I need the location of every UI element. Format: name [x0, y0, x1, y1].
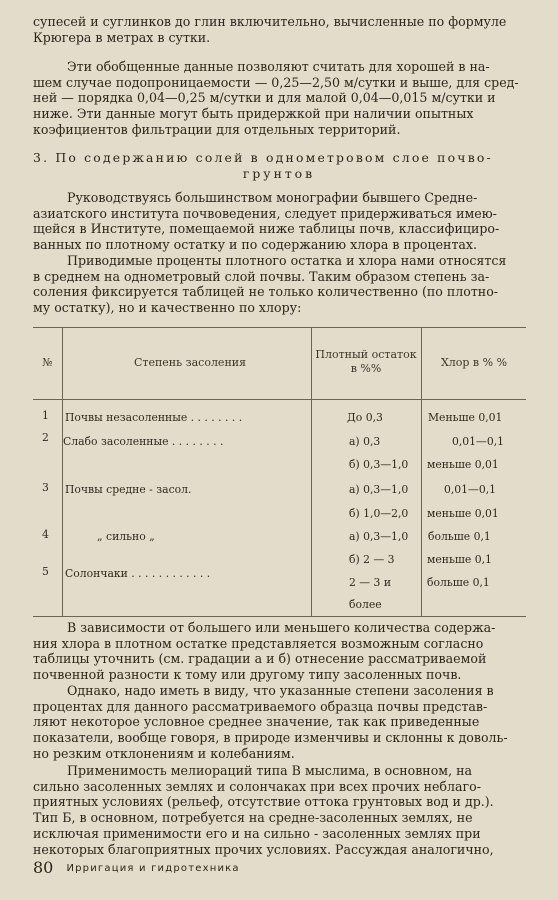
text-line: почвенной разности к тому или другому типу засоленных почв. — [33, 667, 462, 683]
text-line: супесей и суглинков до глин включительно, вычисленные по формуле — [33, 14, 507, 29]
row-number: 4 — [42, 528, 49, 541]
table-header-rule — [33, 399, 526, 400]
row-degree: „ сильно „ — [97, 530, 155, 543]
table-top-rule — [33, 327, 526, 328]
percent-paragraph — [33, 253, 525, 316]
table-column-divider — [311, 327, 312, 616]
text-line: щейся в Институте, помещаемой ниже таблицы почв, классифициро- — [33, 221, 500, 237]
row-degree: Слабо засоленные . . . . . . . . — [63, 435, 224, 448]
text-line: Крюгера в метрах в сутки. — [33, 29, 211, 45]
row-chlorine: больше 0,1 — [427, 576, 490, 589]
row-residue: а) 0,3 — [349, 435, 381, 448]
text-line: Тип Б, в основном, потребуется на средне-засоленных землях, не — [33, 810, 473, 826]
row-residue: До 0,3 — [347, 411, 383, 424]
row-number: 3 — [42, 481, 49, 494]
section-heading — [33, 150, 525, 182]
header-degree: Степень засоления — [133, 356, 247, 369]
however-paragraph — [33, 683, 525, 762]
row-residue: 2 — 3 и — [349, 576, 392, 589]
row-residue: а) 0,3—1,0 — [349, 530, 409, 543]
text-line: показатели, вообще говоря, в природе изменчивы и склонны к доволь- — [33, 730, 508, 746]
text-line: сильно засоленных землях и солончаках при всех прочих неблаго- — [33, 778, 481, 794]
text-line: но резким отклонениям и колебаниям. — [33, 745, 295, 761]
row-residue: б) 1,0—2,0 — [349, 507, 409, 520]
guidance-paragraph — [33, 190, 525, 253]
text-line: Приводимые проценты плотного остатка и хлора нами относятся — [67, 253, 507, 268]
text-line: ванных по плотному остатку и по содержанию хлора в процентах. — [33, 237, 478, 253]
text-line: ляют некоторое условное среднее значение, так как приведенные — [33, 714, 480, 730]
text-line: Однако, надо иметь в виду, что указанные степени засоления в — [67, 683, 494, 698]
text-line: ниже. Эти данные могут быть придержкой при наличии опытных — [33, 106, 474, 122]
row-residue: б) 2 — 3 — [349, 553, 395, 566]
intro-paragraph — [33, 14, 525, 45]
row-number: 5 — [42, 565, 49, 578]
row-chlorine: меньше 0,01 — [427, 458, 499, 471]
row-degree: Почвы средне - засол. — [65, 483, 192, 496]
text-line: Руководствуясь большинством монографии бывшего Средне- — [67, 190, 478, 205]
row-chlorine: меньше 0,1 — [427, 553, 492, 566]
summary-paragraph — [33, 59, 525, 138]
text-line: приятных условиях (рельеф, отсутствие оттока грунтовых вод и др.). — [33, 794, 494, 810]
text-line: В зависимости от большего или меньшего количества содержа- — [67, 620, 496, 635]
application-paragraph — [33, 763, 525, 857]
text-line: му остатку), но и качественно по хлору: — [33, 300, 302, 316]
page-number: 80 — [33, 858, 54, 877]
text-line: ния хлора в плотном остатке представляется возможным согласно — [33, 635, 484, 651]
dependence-paragraph — [33, 620, 525, 683]
text-line: азиатского института почвоведения, следует придерживаться имею- — [33, 205, 497, 221]
row-degree: Солончаки . . . . . . . . . . . . — [65, 567, 211, 580]
row-chlorine: меньше 0,01 — [427, 507, 499, 520]
table-bottom-rule — [33, 616, 526, 617]
table-column-divider — [421, 327, 422, 616]
text-line: в среднем на однометровый слой почвы. Таким образом степень за- — [33, 268, 490, 284]
text-line: Применимость мелиораций типа В мыслима, в основном, на — [67, 763, 472, 778]
running-title: Ирригация и гидротехника — [66, 863, 240, 874]
row-number: 1 — [42, 409, 49, 422]
row-chlorine: больше 0,1 — [428, 530, 491, 543]
text-line: коэфициентов фильтрации для отдельных территорий. — [33, 121, 401, 137]
text-line: ней — порядка 0,04—0,25 м/сутки и для малой 0,04—0,015 м/сутки и — [33, 90, 496, 106]
row-residue: а) 0,3—1,0 — [349, 483, 409, 496]
text-line: Эти обобщенные данные позволяют считать для хорошей в на- — [67, 59, 490, 74]
text-line: процентах для данного рассматриваемого образца почвы представ- — [33, 698, 488, 714]
text-line: исключая применимости его и на сильно - засоленных землях при — [33, 825, 481, 841]
header-chlorine: Хлор в % % — [440, 356, 508, 369]
section-heading-line1: 3. По содержанию солей в однометровом слое почво- — [33, 150, 493, 165]
text-line: соления фиксируется таблицей не только количественно (по плотно- — [33, 284, 499, 300]
text-line: шем случае подопроницаемости — 0,25—2,50 м/сутки и выше, для сред- — [33, 74, 519, 90]
row-residue: более — [349, 598, 382, 611]
text-line: некоторых благоприятных прочих условиях. Рассуждая аналогично, — [33, 841, 494, 857]
text-line: таблицы уточнить (см. градации а и б) отнесение рассматриваемой — [33, 651, 487, 667]
row-residue: б) 0,3—1,0 — [349, 458, 409, 471]
header-residue: Плотный остаток в %% — [315, 348, 417, 375]
section-heading-line2: грунтов — [242, 166, 316, 181]
row-chlorine: 0,01—0,1 — [444, 483, 497, 496]
row-number: 2 — [42, 431, 49, 444]
row-degree: Почвы незасоленные . . . . . . . . — [65, 411, 243, 424]
table-column-divider — [62, 327, 63, 616]
row-chlorine: Меньше 0,01 — [428, 411, 503, 424]
header-number: № — [42, 356, 53, 369]
row-chlorine: 0,01—0,1 — [452, 435, 505, 448]
page-footer — [33, 858, 240, 877]
